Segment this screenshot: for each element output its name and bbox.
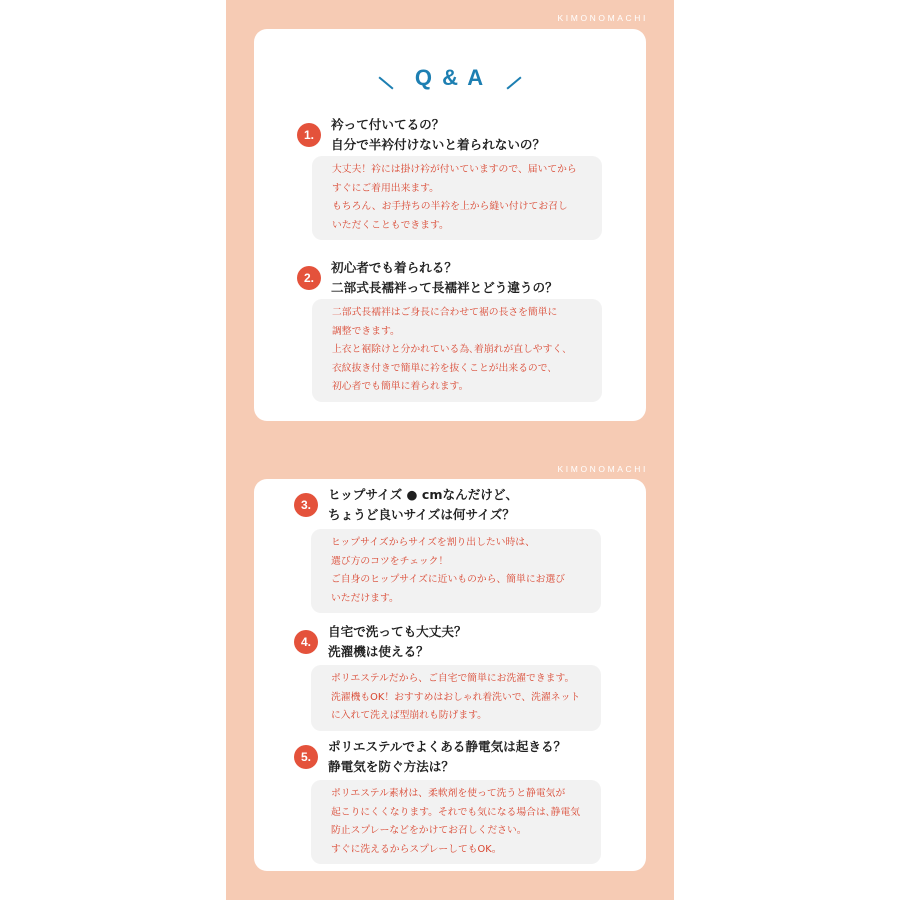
qa-card-1 [254, 29, 646, 421]
question-row [294, 622, 467, 662]
question-row [297, 115, 545, 155]
number-badge: 3. [294, 493, 318, 517]
question-text: 衿って付いてるの？ 自分で半衿付けないと着られないの？ [331, 117, 546, 152]
question-text: ヒップサイズ ● cmなんだけど、 ちょうど良いサイズは何サイズ？ [328, 487, 519, 522]
page-background [226, 0, 674, 900]
brand-watermark: KIMONOMACHI [557, 464, 648, 474]
qa-title: Q & A [414, 65, 486, 90]
qa-card-2 [254, 479, 646, 871]
question-text: ポリエステルでよくある静電気は起きる？ 静電気を防ぐ方法は？ [328, 739, 567, 774]
number-badge: 2. [297, 266, 321, 290]
number-badge: 1. [297, 123, 321, 147]
qa-heading [254, 65, 646, 91]
brand-watermark: KIMONOMACHI [557, 13, 648, 23]
question-row [297, 258, 558, 298]
answer-box: ポリエステル素材は、柔軟剤を使って洗うと静電気が 起こりにくくなります。それでも気になる場合は､静電気 防止スプレーなどをかけてお召しください。 すぐに洗えるからスプレーしてもOK。 [311, 780, 601, 864]
heading-dash-left [378, 76, 393, 89]
question-text: 初心者でも着られる？ 二部式長襦袢って長襦袢とどう違うの？ [331, 260, 558, 295]
answer-box: ヒップサイズからサイズを割り出したい時は、 選び方のコツをチェック！ ご自身のヒップサイズに近いものから、簡単にお選び いただけます。 [311, 529, 601, 613]
answer-box: 大丈夫！衿には掛け衿が付いていますので、届いてから すぐにご着用出来ます。 もちろん、お手持ちの半衿を上から縫い付けてお召し いただくこともできます。 [312, 156, 602, 240]
number-badge: 4. [294, 630, 318, 654]
question-text: 自宅で洗っても大丈夫？ 洗濯機は使える？ [328, 624, 467, 659]
question-row [294, 737, 566, 777]
answer-box: ポリエステルだから、ご自宅で簡単にお洗濯できます。 洗濯機もOK！おすすめはおしゃれ着洗いで、洗濯ネット に入れて洗えば型崩れも防げます。 [311, 665, 601, 731]
answer-box: 二部式長襦袢はご身長に合わせて裾の長さを簡単に 調整できます。 上衣と裾除けと分かれている為､着崩れが直しやすく､ 衣紋抜き付きで簡単に衿を抜くことが出来るので､ 初心者でも簡単に着られます。 [312, 299, 602, 402]
heading-dash-right [507, 76, 522, 89]
question-row [294, 485, 518, 525]
number-badge: 5. [294, 745, 318, 769]
